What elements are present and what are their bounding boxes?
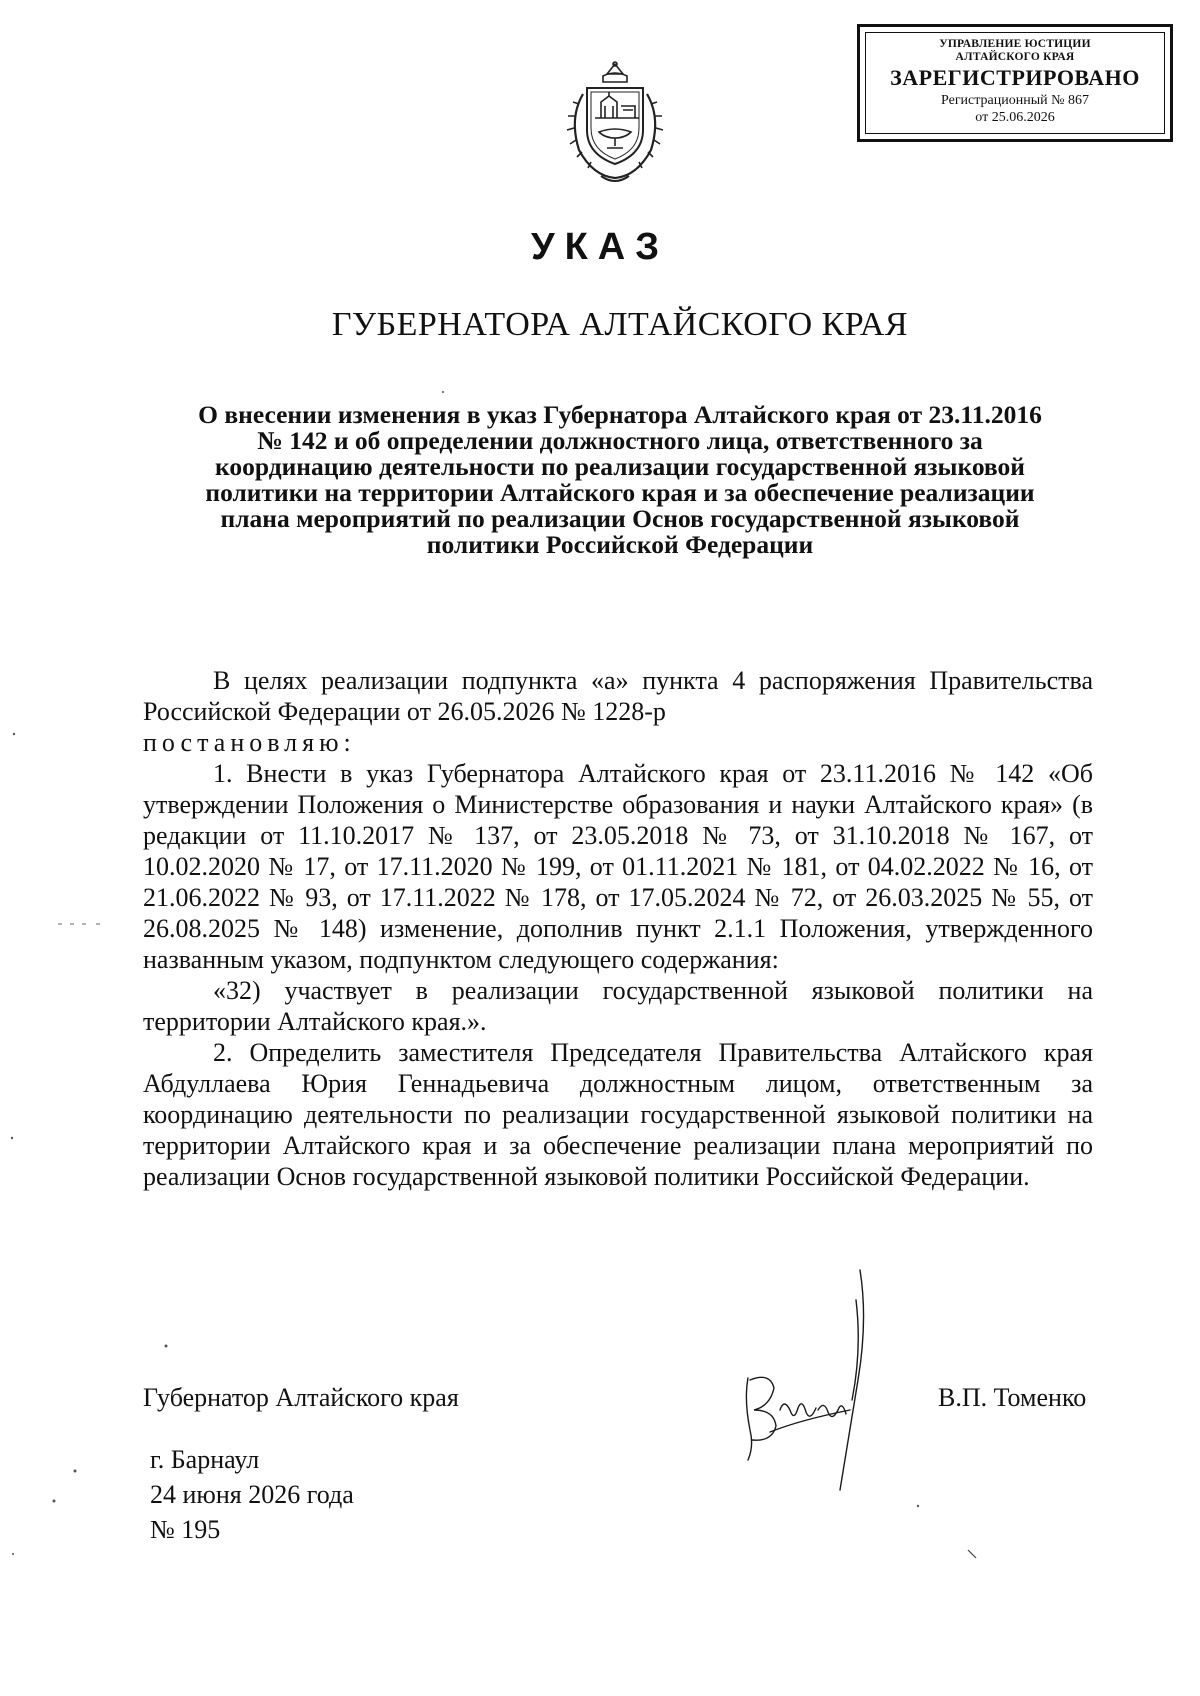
coat-of-arms-icon [561, 58, 669, 188]
document-body [143, 665, 1093, 1192]
stamp-status: ЗАРЕГИСТРИРОВАНО [890, 65, 1140, 90]
document-type: УКАЗ [530, 226, 670, 268]
decree-number: № 195 [150, 1515, 221, 1544]
document-issuer: ГУБЕРНАТОРА АЛТАЙСКОГО КРАЯ [331, 306, 909, 343]
signatory-position: Губернатор Алтайского края [143, 1383, 459, 1412]
city: г. Барнаул [150, 1445, 260, 1474]
issue-date: 24 июня 2026 года [150, 1480, 354, 1509]
item-2-paragraph: 2. Определить заместителя Председателя Правительства Алтайского края Абдуллаева Юрия Геннадьевича должностным лицом, ответственным за координацию деятельности по реализации государственной языковой политики на территории Алтайского края и за обеспечение реализации плана мероприятий по реализации Основ государственной языковой политики Российской Федерации. [143, 1038, 1093, 1191]
document-heading [150, 402, 1090, 558]
item-1-quote-paragraph: «32) участвует в реализации государственной языковой политики на территории Алтайского края.». [143, 976, 1093, 1036]
stamp-department-line1: УПРАВЛЕНИЕ ЮСТИЦИИ [939, 38, 1091, 50]
heading-line: плана мероприятий по реализации Основ государственной языковой [220, 504, 1020, 533]
heading-line: политики на территории Алтайского края и за обеспечение реализации [205, 478, 1035, 507]
stamp-reg-number: Регистрационный № 867 [941, 93, 1089, 108]
stamp-reg-date: от 25.06.2026 [975, 110, 1055, 125]
item-1-paragraph: 1. Внести в указ Губернатора Алтайского края от 23.11.2016 № 142 «Об утверждении Положения о Министерстве образования и науки Алтайского края» (в редакции от 11.10.2017 № 137, от 23.05.2018 № 73, от 31.10.2018 № 167, от 10.02.2020 № 17, от 17.11.2020 № 199, от 01.11.2021 № 181, от 04.02.2022 № 16, от 21.06.2022 № 93, от 17.11.2022 № 178, от 17.05.2024 № 72, от 26.03.2025 № 55, от 26.08.2025 № 148) изменение, дополнив пункт 2.1.1 Положения, утвержденного названным указом, подпунктом следующего содержания: [143, 759, 1093, 974]
heading-line: координацию деятельности по реализации государственной языковой [215, 452, 1025, 481]
heading-line: О внесении изменения в указ Губернатора Алтайского края от 23.11.2016 [198, 400, 1042, 429]
registration-stamp [857, 24, 1173, 142]
place-date-number [150, 1442, 354, 1547]
stamp-department [866, 38, 1164, 64]
stamp-department-line2: АЛТАЙСКОГО КРАЯ [955, 51, 1075, 63]
decree-word: постановляю: [143, 728, 356, 757]
heading-line: № 142 и об определении должностного лица, ответственного за [257, 426, 983, 455]
preamble-paragraph: В целях реализации подпункта «а» пункта 4 распоряжения Правительства Российской Федерации от 26.05.2026 № 1228-р [143, 666, 1093, 726]
signatory-name: В.П. Томенко [938, 1383, 1087, 1412]
handwritten-signature [740, 1260, 900, 1500]
heading-line: политики Российской Федерации [426, 530, 814, 559]
stamp-inner-frame [865, 32, 1165, 134]
